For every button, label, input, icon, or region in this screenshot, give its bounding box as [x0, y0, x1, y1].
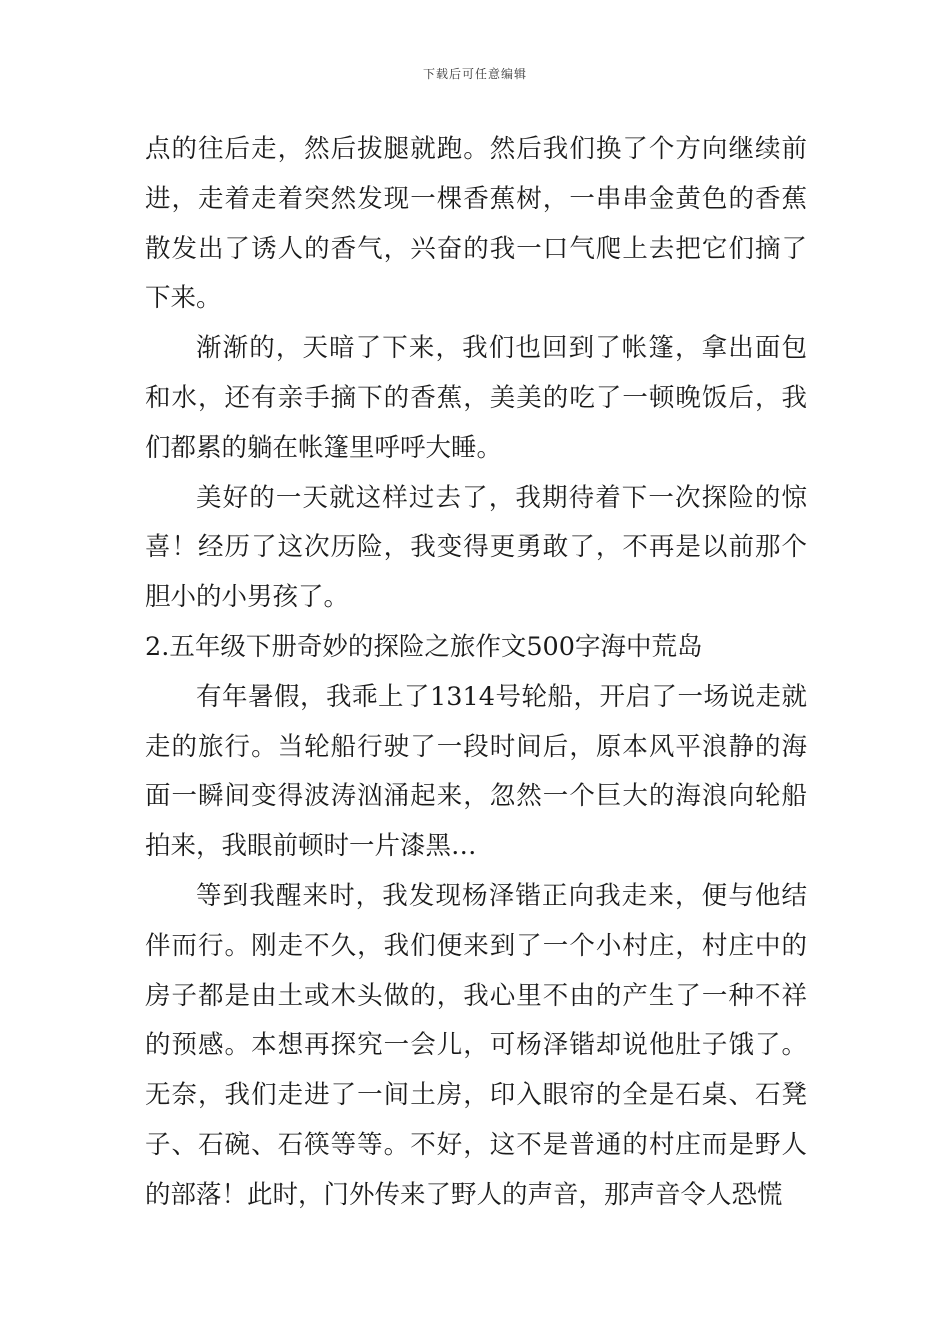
page-header: 下载后可任意编辑	[422, 67, 527, 81]
paragraph-continued: 点的往后走，然后拔腿就跑。然后我们换了个方向继续前进，走着走着突然发现一棵香蕉树，一串串金黄色的香蕉散发出了诱人的香气，兴奋的我一口气爬上去把它们摘了下来。	[145, 134, 807, 314]
section-heading: 2.五年级下册奇妙的探险之旅作文500字海中荒岛	[145, 631, 703, 662]
paragraph: 美好的一天就这样过去了，我期待着下一次探险的惊喜！经历了这次历险，我变得更勇敢了，不再是以前那个胆小的小男孩了。	[145, 482, 807, 613]
paragraph: 等到我醒来时，我发现杨泽锴正向我走来，便与他结伴而行。刚走不久，我们便来到了一个小村庄，村庄中的房子都是由土或木头做的，我心里不由的产生了一种不祥的预感。本想再探究一会儿，可杨泽锴却说他肚子饿了。无奈，我们走进了一间土房，印入眼帘的全是石桌、石凳子、石碗、石筷等等。不好，这不是普通的村庄而是野人的部落！此时，门外传来了野人的声音，那声音令人恐慌	[145, 880, 807, 1210]
paragraph: 渐渐的，天暗了下来，我们也回到了帐篷，拿出面包和水，还有亲手摘下的香蕉，美美的吃了一顿晚饭后，我们都累的躺在帐篷里呼呼大睡。	[145, 333, 807, 463]
document-body	[145, 125, 807, 1221]
paragraph: 有年暑假，我乖上了1314号轮船，开启了一场说走就走的旅行。当轮船行驶了一段时间后，原本风平浪静的海面一瞬间变得波涛汹涌起来，忽然一个巨大的海浪向轮船拍来，我眼前顿时一片漆黑…	[145, 681, 807, 862]
